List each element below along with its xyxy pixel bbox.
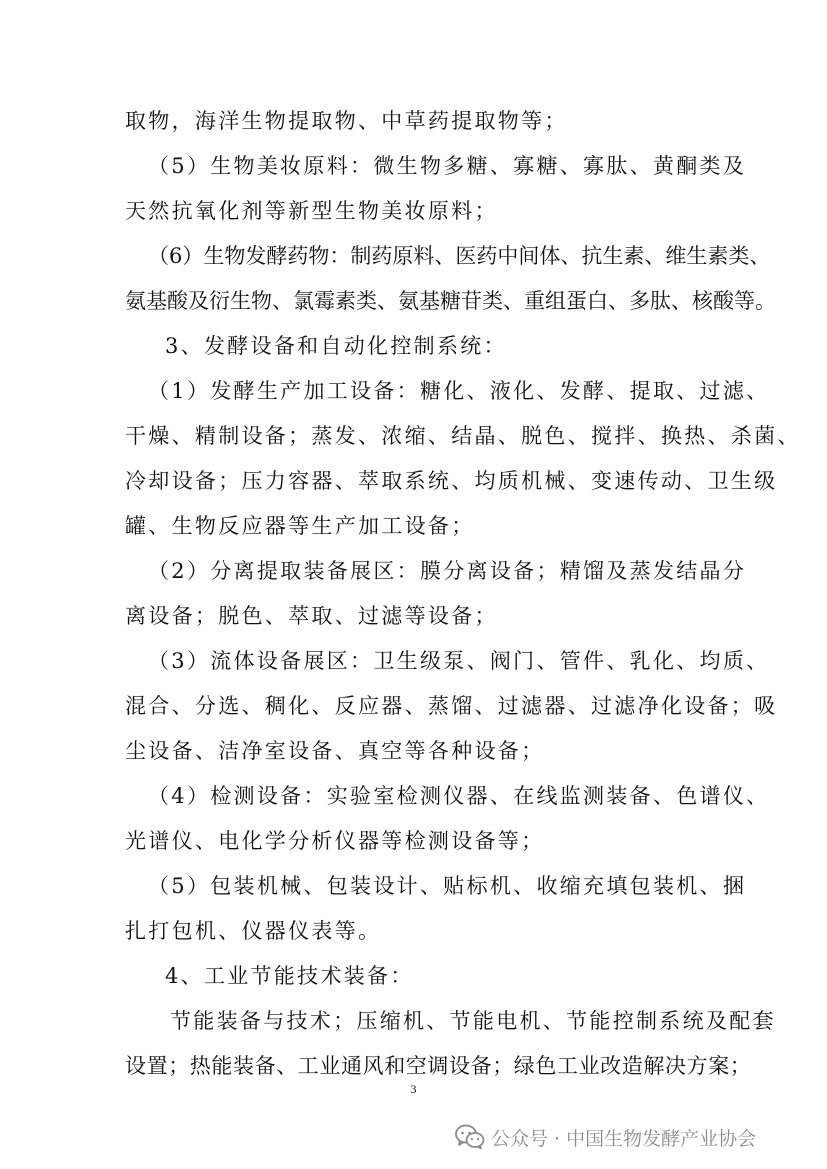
text-line: （2）分离提取装备展区：膜分离设备；精馏及蒸发结晶分 [148, 559, 747, 583]
text-line: 扎打包机、仪器仪表等。 [125, 919, 382, 943]
text-line: 光谱仪、电化学分析仪器等检测设备等； [125, 829, 545, 853]
watermark [455, 1122, 756, 1152]
text-line: （1）发酵生产加工设备：糖化、液化、发酵、提取、过滤、 [148, 379, 770, 403]
watermark-text: 公众号 · 中国生物发酵产业协会 [491, 1127, 757, 1150]
text-line: 罐、生物反应器等生产加工设备； [125, 514, 475, 538]
section-heading: 3、发酵设备和自动化控制系统： [165, 334, 507, 358]
text-line: （5）生物美妆原料：微生物多糖、寡糖、寡肽、黄酮类及 [148, 154, 747, 178]
text-line: （6）生物发酵药物：制药原料、医药中间体、抗生素、维生素类、 [148, 244, 771, 268]
text-line: 混合、分选、稠化、反应器、蒸馏、过滤器、过滤净化设备；吸 [125, 694, 778, 718]
text-line: 设置；热能装备、工业通风和空调设备；绿色工业改造解决方案； [125, 1054, 752, 1078]
wechat-icon [455, 1124, 485, 1150]
text-line: 干燥、精制设备；蒸发、浓缩、结晶、脱色、搅拌、换热、杀菌、 [125, 424, 801, 448]
text-line: 尘设备、洁净室设备、真空等各种设备； [125, 739, 545, 763]
text-line: 取物，海洋生物提取物、中草药提取物等； [125, 109, 568, 133]
text-line: （3）流体设备展区：卫生级泵、阀门、管件、乳化、均质、 [148, 649, 770, 673]
text-line: 节能装备与技术；压缩机、节能电机、节能控制系统及配套 [170, 1009, 776, 1033]
text-line: （4）检测设备：实验室检测仪器、在线监测装备、色谱仪、 [148, 784, 770, 808]
section-heading: 4、工业节能技术装备： [165, 964, 414, 988]
text-line: （5）包装机械、包装设计、贴标机、收缩充填包装机、捆 [148, 874, 747, 898]
text-line: 离设备；脱色、萃取、过滤等设备； [125, 604, 498, 628]
page-number: 3 [410, 1082, 417, 1096]
text-line: 冷却设备；压力容器、萃取系统、均质机械、变速传动、卫生级 [125, 469, 778, 493]
text-line: 天然抗氧化剂等新型生物美妆原料； [125, 199, 498, 223]
text-line: 氨基酸及衍生物、氯霉素类、氨基糖苷类、重组蛋白、多肽、核酸等。 [125, 289, 776, 313]
